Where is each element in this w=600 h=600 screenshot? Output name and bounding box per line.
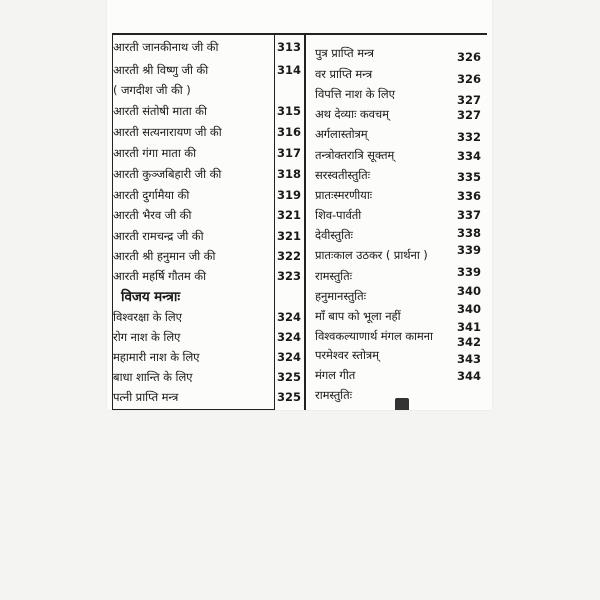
entry-title: रामस्तुतिः xyxy=(315,388,352,402)
toc-entry xyxy=(107,307,303,327)
toc-entry xyxy=(309,205,487,225)
entry-page-number: 316 xyxy=(276,125,301,139)
entry-title: शिव-पार्वती xyxy=(315,208,362,222)
toc-entry xyxy=(107,246,303,266)
entry-title: बाधा शान्ति के लिए xyxy=(113,370,193,384)
entry-page-number: 336 xyxy=(456,189,481,203)
entry-title: वर प्राप्ति मन्त्र xyxy=(315,67,373,81)
entry-title: माँ बाप को भूला नहीं xyxy=(315,309,401,323)
entry-title: आरती जानकीनाथ जी की xyxy=(113,40,219,54)
toc-entry xyxy=(107,143,303,163)
entry-page-number: 335 xyxy=(456,170,481,184)
entry-page-number: 343 xyxy=(456,352,481,366)
entry-page-number: 322 xyxy=(276,249,301,263)
entry-title: हनुमानस्तुतिः xyxy=(315,289,366,303)
toc-entry xyxy=(309,64,487,84)
entry-title: आरती महर्षि गौतम की xyxy=(113,269,206,283)
entry-title: रामस्तुतिः xyxy=(315,269,352,283)
toc-entry xyxy=(309,43,487,63)
toc-entry xyxy=(107,80,303,100)
toc-entry xyxy=(107,367,303,387)
entry-page-number: 326 xyxy=(456,72,481,86)
entry-title: मंगल गीत xyxy=(315,368,356,382)
entry-title: आरती गंगा माता की xyxy=(113,146,196,160)
toc-entry xyxy=(107,266,303,286)
entry-title: आरती श्री विष्णु जी की xyxy=(113,63,209,77)
entry-page-number: 340 xyxy=(456,302,481,316)
entry-title: आरती कुञ्जबिहारी जी की xyxy=(113,167,222,181)
column-divider xyxy=(304,33,306,410)
top-rule xyxy=(112,33,487,35)
entry-title: आरती सत्यनारायण जी की xyxy=(113,125,222,139)
entry-title: देवीस्तुतिः xyxy=(315,228,353,242)
toc-entry xyxy=(107,164,303,184)
toc-entry xyxy=(107,101,303,121)
toc-entry xyxy=(107,37,303,57)
entry-page-number: 318 xyxy=(276,167,301,181)
entry-page-number: 327 xyxy=(456,108,481,122)
entry-page-number: 314 xyxy=(276,63,301,77)
entry-title: अथ देव्याः कवचम् xyxy=(315,107,389,121)
section-heading-text: विजय मन्त्राः xyxy=(121,289,180,305)
entry-page-number: 315 xyxy=(276,104,301,118)
entry-page-number: 323 xyxy=(276,269,301,283)
entry-page-number: 339 xyxy=(456,243,481,257)
toc-entry xyxy=(107,205,303,225)
toc-entry xyxy=(309,124,487,144)
entry-page-number: 324 xyxy=(276,310,301,324)
toc-entry xyxy=(107,387,303,407)
entry-title: आरती संतोषी माता की xyxy=(113,104,207,118)
toc-entry xyxy=(107,327,303,347)
toc-entry xyxy=(107,226,303,246)
entry-page-number: 326 xyxy=(456,50,481,64)
entry-title: परमेश्वर स्तोत्रम् xyxy=(315,348,379,362)
section-heading xyxy=(107,287,303,307)
entry-title: विपत्ति नाश के लिए xyxy=(315,87,395,101)
entry-title: आरती दुर्गामैया की xyxy=(113,188,190,202)
toc-entry xyxy=(309,104,487,124)
entry-title: विश्वरक्षा के लिए xyxy=(113,310,182,324)
entry-title: आरती श्री हनुमान जी की xyxy=(113,249,216,263)
entry-page-number: 338 xyxy=(456,226,481,240)
toc-entry xyxy=(107,122,303,142)
entry-page-number: 341 xyxy=(456,320,481,334)
toc-entry xyxy=(107,347,303,367)
entry-title: सरस्वतीस्तुतिः xyxy=(315,168,370,182)
entry-page-number: 344 xyxy=(456,369,481,383)
entry-title: आरती रामचन्द्र जी की xyxy=(113,229,204,243)
toc-entry xyxy=(309,145,487,165)
entry-page-number: 332 xyxy=(456,130,481,144)
entry-title: ( जगदीश जी की ) xyxy=(113,83,191,97)
entry-title: प्रातःकाल उठकर ( प्रार्थना ) xyxy=(315,248,428,262)
entry-page-number: 319 xyxy=(276,188,301,202)
toc-entry xyxy=(107,60,303,80)
entry-title: महामारी नाश के लिए xyxy=(113,350,200,364)
entry-title: तन्त्रोक्तरात्रि सूक्तम् xyxy=(315,148,395,162)
entry-page-number: 325 xyxy=(276,390,301,404)
toc-entry xyxy=(309,84,487,107)
entry-page-number: 340 xyxy=(456,284,481,298)
entry-page-number: 317 xyxy=(276,146,301,160)
entry-page-number: 337 xyxy=(456,208,481,222)
entry-page-number: 324 xyxy=(276,330,301,344)
entry-title: पत्नी प्राप्ति मन्त्र xyxy=(113,390,179,404)
entry-page-number: 342 xyxy=(456,335,481,349)
entry-page-number: 324 xyxy=(276,350,301,364)
entry-title: प्रातःस्मरणीयाः xyxy=(315,188,373,202)
entry-page-number: 313 xyxy=(276,40,301,54)
entry-title: विश्वकल्याणार्थ मंगल कामना xyxy=(315,329,433,343)
entry-title: पुत्र प्राप्ति मन्त्र xyxy=(315,46,374,60)
entry-page-number: 327 xyxy=(456,93,481,107)
entry-page-number: 339 xyxy=(456,265,481,279)
entry-title: अर्गलास्तोत्रम् xyxy=(315,127,368,141)
entry-page-number: 325 xyxy=(276,370,301,384)
toc-entry xyxy=(309,185,487,205)
entry-title: आरती भैरव जी की xyxy=(113,208,192,222)
entry-title: रोग नाश के लिए xyxy=(113,330,181,344)
toc-entry xyxy=(309,165,487,185)
entry-page-number: 334 xyxy=(456,149,481,163)
entry-page-number: 321 xyxy=(276,229,301,243)
toc-entry xyxy=(107,185,303,205)
entry-page-number: 321 xyxy=(276,208,301,222)
